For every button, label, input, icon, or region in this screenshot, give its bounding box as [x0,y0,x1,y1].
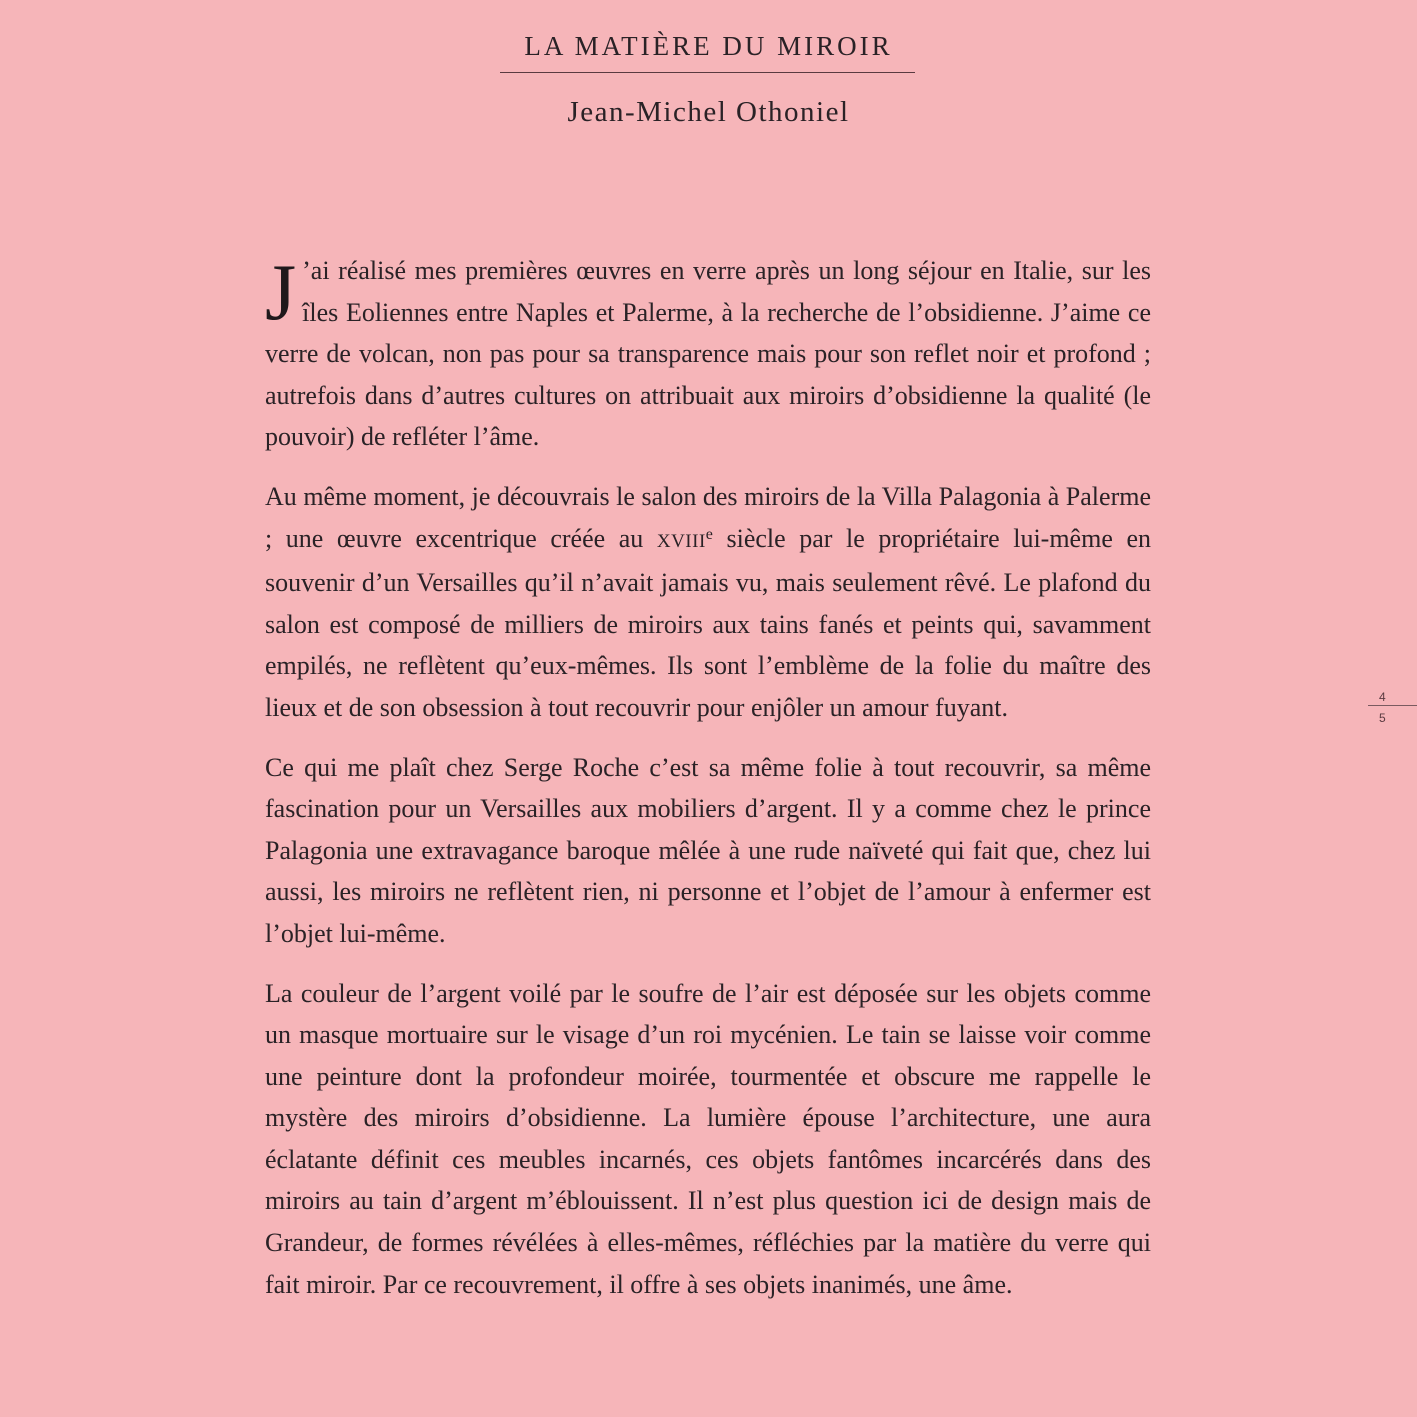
paragraph-1-text: ’ai réalisé mes premières œuvres en verre après un long séjour en Italie, sur les îles Eoliennes entre Naples et Palerme, à la recherche de l’obsidienne. J’aime ce verre de volcan, non pas pour sa transparence mais pour son reflet noir et profond ; autrefois dans d’autres cultures on attribuait aux miroirs d’obsidienne la qualité (le pouvoir) de refléter l’âme. [265,256,1151,452]
folio-left-page: 4 [1379,690,1386,704]
paragraph-1 [265,250,1151,458]
title-divider [500,72,915,73]
author-name: Jean-Michel Othoniel [567,96,850,128]
article-body [265,250,1151,1323]
century-superscript: e [705,525,713,543]
century-numeral: XVIII [656,530,706,552]
paragraph-2-text-end: siècle par le propriétaire lui-même en souvenir d’un Versailles qu’il n’avait jamais vu, mais seulement rêvé. Le plafond du salon est composé de milliers de miroirs aux tains fanés et peints qui, savamment empilés, ne reflètent qu’eux-mêmes. Ils sont l’emblème de la folie du maître des lieux et de son obsession à tout recouvrir pour enjôler un amour fuyant. [265,523,1151,722]
folio-right-page: 5 [1379,711,1386,725]
drop-cap: J [265,249,297,337]
paragraph-2-text-start: Au même moment, je découvrais le salon des miroirs de la Villa Palagonia à Palerme ; une œuvre excentrique créée au [265,481,1151,553]
paragraph-2 [265,476,1151,729]
paragraph-3: Ce qui me plaît chez Serge Roche c’est sa même folie à tout recouvrir, sa même fascination pour un Versailles aux mobiliers d’argent. Il y a comme chez le prince Palagonia une extravagance baroque mêlée à une rude naïveté qui fait que, chez lui aussi, les miroirs ne reflètent rien, ni personne et l’objet de l’amour à enfermer est l’objet lui-même. [265,752,1151,948]
paragraph-4: La couleur de l’argent voilé par le soufre de l’air est déposée sur les objets comme un masque mortuaire sur le visage d’un roi mycénien. Le tain se laisse voir comme une peinture dont la profondeur moirée, tourmentée et obscure me rappelle le mystère des miroirs d’obsidienne. La lumière épouse l’architecture, une aura éclatante définit ces meubles incarnés, ces objets fantômes incarcérés dans des miroirs au tain d’argent m’éblouissent. Il n’est plus question ici de design mais de Grandeur, de formes révélées à elles-mêmes, réfléchies par la matière du verre qui fait miroir. Par ce recouvrement, il offre à ses objets inanimés, une âme. [265,978,1151,1299]
page-title: LA MATIÈRE DU MIROIR [524,31,893,61]
folio-divider [1368,705,1417,706]
